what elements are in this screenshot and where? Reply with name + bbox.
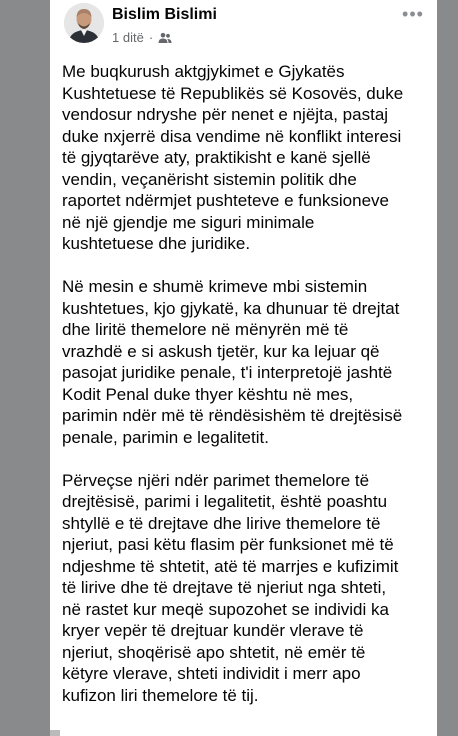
text-line: të gjyqtarëve aty, praktikisht e kanë sjellë — [62, 148, 371, 167]
post-header — [50, 0, 437, 52]
friends-icon[interactable] — [158, 32, 172, 44]
text-line: Kodit Penal duke thyer kështu në mes, — [62, 384, 354, 404]
text-line: kushtetues, kjo gjykatë, ka dhunuar të drejtat — [62, 298, 400, 318]
text-line: vrazhdë e si askush tjetër, kur ka lejuar që — [62, 341, 380, 361]
text-line: këtyre vlerave, shteti individit i merr apo — [62, 664, 361, 683]
text-line: raportet ndërmjet pushteteve e funksioneve — [62, 191, 389, 210]
text-line: shtyllë e të drejtave dhe lirive themelore të — [62, 513, 381, 533]
text-line: kushtetuese dhe juridike. — [62, 234, 251, 253]
text-line: vendosur ndryshe për nenet e njëjta, pastaj — [62, 105, 389, 124]
text-line: parimin ndër më të rëndësishëm të drejtësisë — [62, 406, 403, 425]
text-line: në rastet kur meqë supozohet se individi ka — [62, 599, 389, 619]
text-line: dhe liritë themelore në mënyrën më të — [62, 320, 349, 339]
next-post-edge — [50, 730, 60, 736]
paragraph — [62, 61, 434, 255]
avatar[interactable] — [64, 3, 104, 43]
text-line: Përveçse njëri ndër parimet themelore të — [62, 470, 370, 490]
text-line: Kushtetuese të Republikës së Kosovës, duke — [62, 83, 404, 103]
text-line: në një gjendje me siguri minimale — [62, 212, 315, 232]
more-options-button[interactable]: ••• — [402, 3, 424, 24]
text-line: ndjeshme të shtetit, atë të marrjes e kufizimit — [62, 556, 399, 576]
text-line: Me buqkurush aktgjykimet e Gjykatës — [62, 62, 345, 81]
text-line: drejtësisë, parimi i legalitetit, është poashtu — [62, 492, 388, 511]
post-time[interactable]: 1 ditë — [112, 30, 144, 45]
text-line: njeriut, pasi këtu flasim për funksionet më të — [62, 535, 394, 554]
post-card — [50, 0, 437, 736]
paragraph — [62, 276, 434, 448]
text-line: Në mesin e shumë krimeve mbi sistemin — [62, 277, 368, 296]
text-line: duke nxjerrë disa vendime në konflikt interesi — [62, 126, 402, 146]
meta-separator: · — [148, 30, 154, 45]
text-line: njeriut, shoqërisë apo shtetit, në emër të — [62, 642, 366, 662]
text-line: të lirive dhe të drejtave të njeriut nga shteti, — [62, 578, 387, 597]
text-line: penale, parimin e legalitetit. — [62, 427, 269, 447]
text-line: vendin, veçanërisht sistemin politik dhe — [62, 169, 357, 189]
post-body — [62, 61, 434, 728]
text-line: kufizon liri themelore të tij. — [62, 685, 259, 705]
text-line: pasojat juridike penale, t'i interpretojë jashtë — [62, 363, 393, 382]
author-name[interactable]: Bislim Bislimi — [112, 6, 217, 23]
text-line: kryer vepër të drejtuar kundër vlerave të — [62, 621, 364, 640]
post-meta — [112, 30, 172, 45]
paragraph — [62, 470, 434, 707]
